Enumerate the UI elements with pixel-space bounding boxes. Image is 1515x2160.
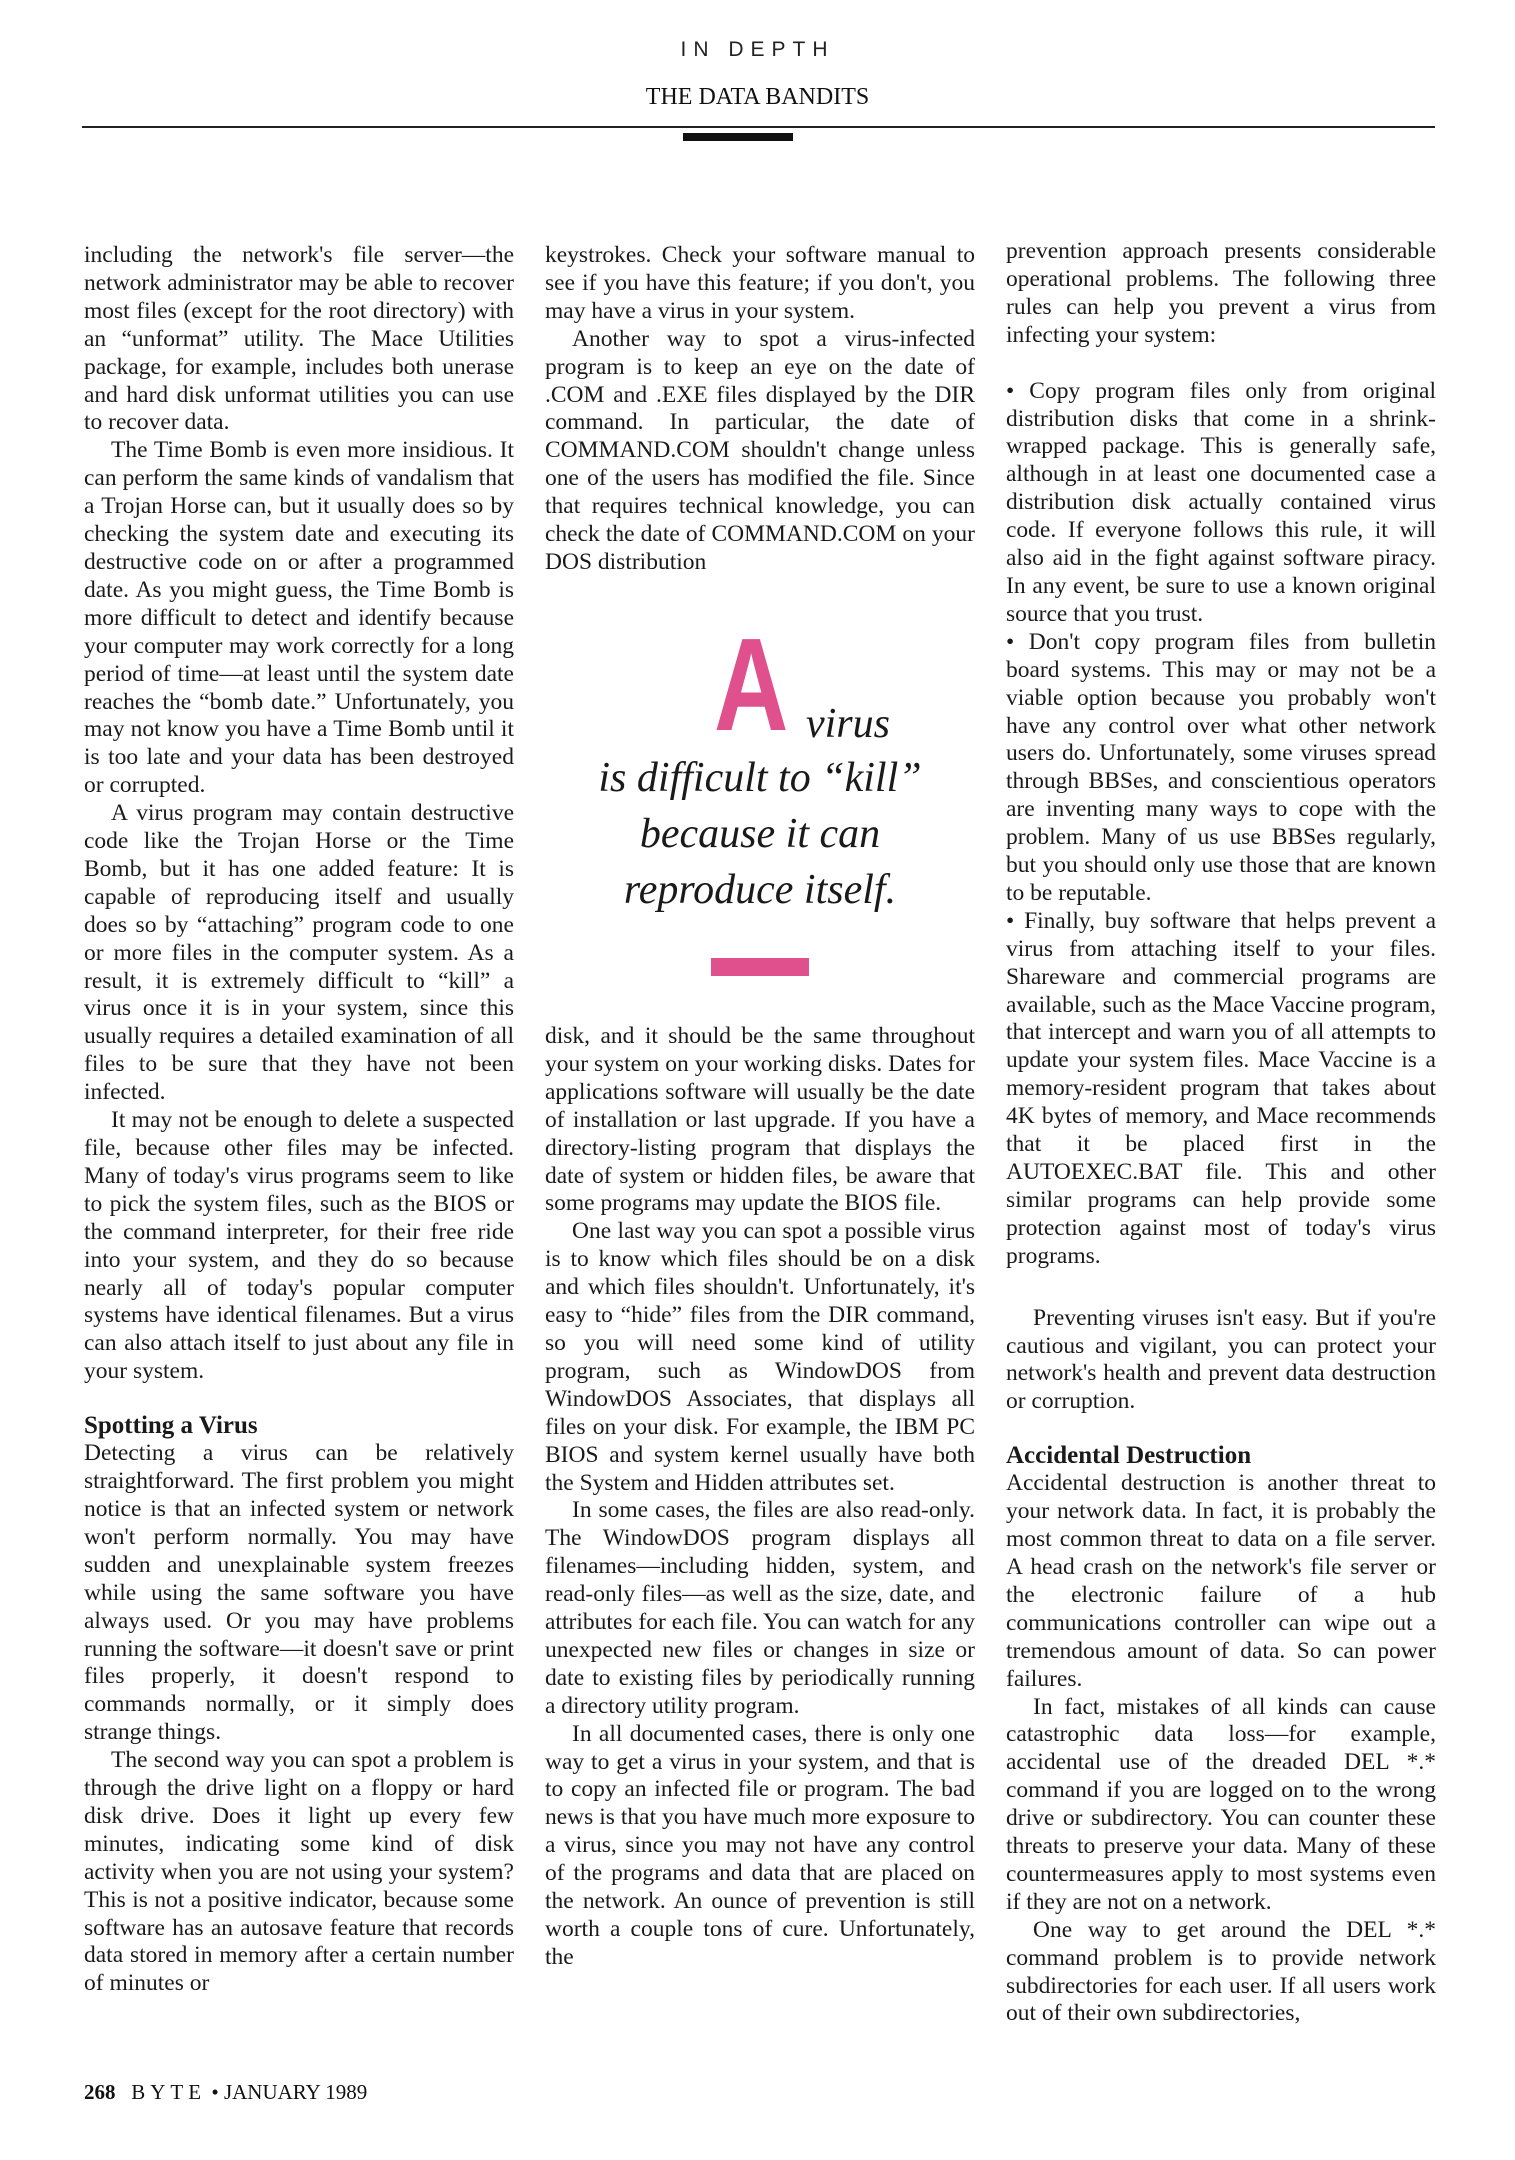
column-2-bottom [545,1023,975,1972]
paragraph: disk, and it should be the same throughout your system on your working disks. Dates for applications software will usually be the date of installation or last upgrade. If you have a directory-listing program that displays the date of system or hidden files, be aware that some programs may update the BIOS file. [545,1023,975,1217]
footer-separator: • [211,2080,219,2104]
paragraph: Preventing viruses isn't easy. But if you're cautious and vigilant, you can protect your network's health and prevent data destruction or corruption. [1006,1304,1436,1415]
pull-quote-accent-bar [711,958,809,976]
subheading-accidental-destruction: Accidental Destruction [1006,1442,1252,1470]
paragraph: prevention approach presents considerable operational problems. The following three rules can help you prevent a virus from infecting your system: [1006,238,1436,348]
paragraph: Accidental destruction is another threat to your network data. In fact, it is probably the most common threat to data on a file server. A head crash on the network's file server or the electronic failure of a hub communications controller can wipe out a tremendous amount of data. So can power failures. [1006,1470,1436,1692]
list-item: • Finally, buy software that helps prevent a virus from attaching itself to your files. Shareware and commercial programs are available, such as the Mace Vaccine program, that intercept and warn you of all attempts to update your system files. Mace Vaccine is a memory-resident program that takes about 4K bytes of memory, and Mace recommends that it be placed first in the AUTOEXEC.BAT file. This and other similar programs can help provide some protection against most of today's virus programs. [1006,907,1436,1269]
paragraph: A virus program may contain destructive code like the Trojan Horse or the Time Bomb, but it has one added feature: It is capable of reproducing itself and usually does so by “attaching” program code to one or more files in the computer system. As a result, it is extremely difficult to “kill” a virus once it is in your system, since this usually requires a detailed examination of all files to be sure that they have not been infected. [84,800,514,1106]
section-label: IN DEPTH [680,38,835,61]
list-item: • Don't copy program files from bulletin board systems. This may or may not be a viable option because you probably won't have any control over what other network users do. Unfortunately, some viruses spread through BBSes, and conscientious operators are inventing many ways to cope with the problem. Many of us use BBSes regularly, but you should only use those that are known to be reputable. [1006,628,1436,906]
paragraph: The Time Bomb is even more insidious. It can perform the same kinds of vandalism that a Trojan Horse can, but it usually does so by checking the system date and executing its destructive code on or after a programmed date. As you might guess, the Time Bomb is more difficult to detect and identify because your computer may work correctly for a long period of time—at least until the system date reaches the “bomb date.” Unfortunately, you may not know you have a Time Bomb until it is too late and your data has been destroyed or corrupted. [84,437,514,799]
list-item: • Copy program files only from original distribution disks that come in a shrink-wrapped package. This is generally safe, although in at least one documented case a distribution disk actually contained virus code. If everyone follows this rule, it will also aid in the fight against software piracy. In any event, be sure to use a known original source that you trust. [1006,377,1436,627]
pull-quote [560,611,960,976]
paragraph: including the network's file server—the network administrator may be able to recover most files (except for the root directory) with an “unformat” utility. The Mace Utilities package, for example, includes both unerase and hard disk unformat utilities you can use to recover data. [84,242,514,436]
column-3 [1006,238,1436,2028]
pull-quote-text: virus [806,701,890,747]
paragraph: In some cases, the files are also read-only. The WindowDOS program displays all filenames—including hidden, system, and read-only files—as well as the size, date, and attributes for each file. You can watch for any unexpected new files or changes in size or date to existing files by periodically running a directory utility program. [545,1497,975,1719]
pull-quote-dropcap: A [714,611,789,758]
article-title: THE DATA BANDITS [645,84,870,110]
page-footer [84,2080,367,2105]
pull-quote-text: reproduce itself. [623,867,897,913]
header-bar [683,133,793,141]
pull-quote-text: is difficult to “kill” [598,755,922,801]
paragraph: In fact, mistakes of all kinds can cause catastrophic data loss—for example, accidental use of the dreaded DEL *.* command if you are logged on to the wrong drive or subdirectory. You can counter these threats to preserve your data. Many of these countermeasures apply to most systems even if they are not on a network. [1006,1693,1436,1915]
paragraph: keystrokes. Check your software manual to see if you have this feature; if you don't, you may have a virus in your system. [545,242,975,324]
subheading-spotting-a-virus: Spotting a Virus [84,1412,258,1440]
paragraph: Another way to spot a virus-infected program is to keep an eye on the date of .COM and .EXE files displayed by the DIR command. In particular, the date of COMMAND.COM shouldn't change unless one of the users has modified the file. Since that requires technical knowledge, you can check the date of COMMAND.COM on your DOS distribution [545,325,975,575]
column-2-top [545,242,975,577]
paragraph: In all documented cases, there is only one way to get a virus in your system, and that is to copy an infected file or program. The bad news is that you have much more exposure to a virus, since you may not have any control of the programs and data that are placed on the network. An ounce of prevention is still worth a couple tons of cure. Unfortunately, the [545,1720,975,1970]
paragraph: One last way you can spot a possible virus is to know which files should be on a disk and which files shouldn't. Unfortunately, it's easy to “hide” files from the DIR command, so you will need some kind of utility program, such as WindowDOS from WindowDOS Associates, that displays all files on your disk. For example, the IBM PC BIOS and system kernel usually have both the System and Hidden attributes set. [545,1218,975,1496]
pull-quote-text: because it can [639,811,881,857]
magazine-name: BYTE [131,2080,207,2104]
paragraph: The second way you can spot a problem is through the drive light on a floppy or hard disk drive. Does it light up every few minutes, indicating some kind of disk activity when you are not using your system? This is not a positive indicator, because some software has an autosave feature that records data stored in memory after a certain number of minutes or [84,1747,514,1997]
paragraph: One way to get around the DEL *.* command problem is to provide network subdirectories for each user. If all users work out of their own subdirectories, [1006,1916,1436,2027]
header-rule [82,126,1435,128]
column-1 [84,242,514,1998]
page-number: 268 [84,2080,116,2104]
paragraph: Detecting a virus can be relatively straightforward. The first problem you might notice is that an infected system or network won't perform normally. You may have sudden and unexplainable system freezes while using the same software you have always used. Or you may have problems running the software—it doesn't save or print files properly, it doesn't respond to commands normally, or it simply does strange things. [84,1440,514,1746]
paragraph: It may not be enough to delete a suspected file, because other files may be infected. Many of today's virus programs seem to like to pick the system files, such as the BIOS or the command interpreter, for their free ride into your system, and they do so because nearly all of today's popular computer systems have identical filenames. But a virus can also attach itself to just about any file in your system. [84,1107,514,1385]
issue-date: JANUARY 1989 [223,2080,368,2104]
